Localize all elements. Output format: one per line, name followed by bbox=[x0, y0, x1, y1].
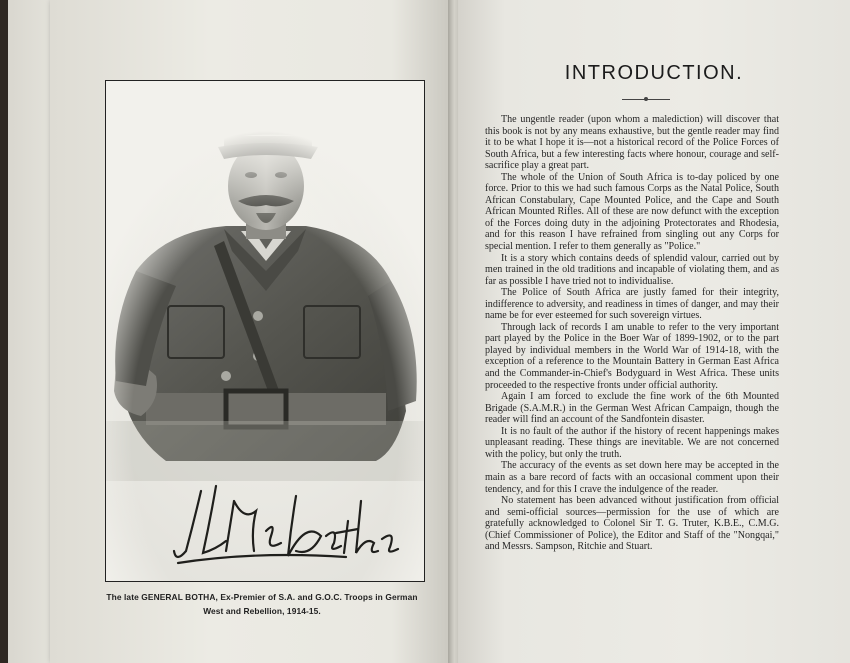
photo-caption bbox=[82, 590, 442, 618]
paragraph: The accuracy of the events as set down here may be accepted in the main as a bare record of facts with an occasional comment upon their tendency, and for this I crave the indulgence of the reader. bbox=[485, 460, 779, 495]
paragraph: It is a story which contains deeds of splendid valour, carried out by men trained in the old traditions and incapable of violating them, and as far as possible I have tried not to individualise. bbox=[485, 252, 779, 287]
paragraph: The ungentle reader (upon whom a malediction) will discover that this book is not by any means exhaustive, but the gentle reader may find it to be what I hope it is—not a historical record of the Police Forces of South Africa, but a few interesting facts where honour, courage and self-sacrifice play a great part. bbox=[485, 114, 779, 172]
portrait-illustration bbox=[106, 81, 424, 581]
introduction-text bbox=[485, 114, 779, 553]
paragraph: The Police of South Africa are justly famed for their integrity, indifference to adversity, and readiness in times of danger, and may their name be for ever esteemed for such sovereign virtues. bbox=[485, 287, 779, 322]
portrait-photograph bbox=[105, 80, 425, 582]
paragraph: The whole of the Union of South Africa is to-day policed by one force. Prior to this we had such famous Corps as the Natal Police, South African Constabulary, Cape Mounted Police, and the Cape and South African Mounted Rifles. All of these are now defunct with the exception of the Forces doing duty in the adjoining Protectorates and Rhodesia, and for this reason I have refrained from singling out any Corps for special mention. I refer to them generally as "Police." bbox=[485, 171, 779, 253]
paragraph: Through lack of records I am unable to refer to the very important part played by the Police in the Boer War of 1899-1902, or to the part played by individual members in the World War of 1914-18, with the exception of a reference to the Mountain Battery in German East Africa and the Commander-in-Chief's Bodyguard in West Africa. These units proceeded to the respective fronts under official authority. bbox=[485, 321, 779, 391]
paragraph: It is no fault of the author if the history of recent happenings makes unpleasant reading. These things are inevitable. We are not concerned with the policy, but only the truth. bbox=[485, 425, 779, 460]
paragraph: No statement has been advanced without justification from official and semi-official sources—permission for the use of which are gratefully acknowledged to Colonel Sir T. G. Truter, K.B.E., C.M.G. (Chief Commissioner of Police), the Editor and Staff of the "Nongqai," and Messrs. Sampson, Ritchie and Stuart. bbox=[485, 495, 779, 553]
paragraph: Again I am forced to exclude the fine work of the 6th Mounted Brigade (S.A.M.R.) in the German West African Campaign, though the reader will find an account of the Sandfontein disaster. bbox=[485, 391, 779, 426]
caption-line: The late GENERAL BOTHA, Ex-Premier of S.A. and G.O.C. Troops in German bbox=[106, 592, 418, 602]
page-title: INTRODUCTION. bbox=[564, 62, 744, 84]
title-rule-ornament bbox=[644, 97, 648, 101]
caption-line: West and Rebellion, 1914-15. bbox=[203, 606, 321, 616]
